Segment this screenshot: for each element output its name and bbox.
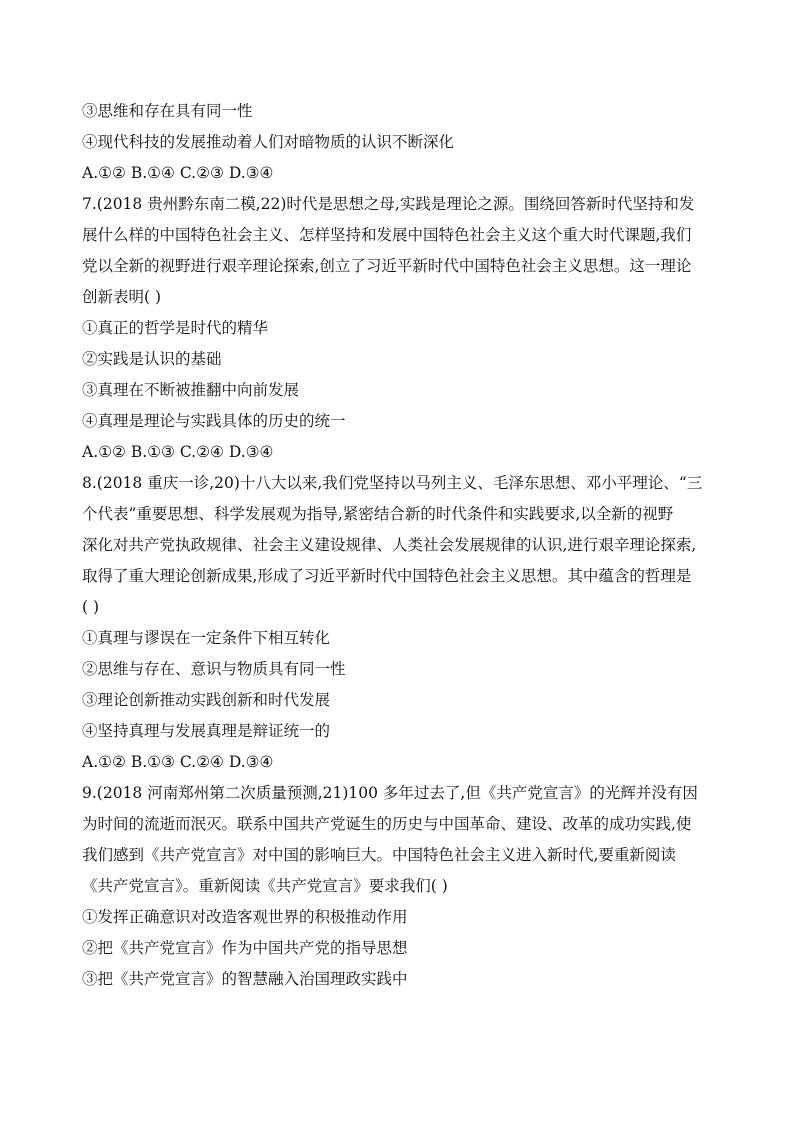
option-item: ①真理与谬误在一定条件下相互转化 bbox=[82, 629, 331, 647]
question-9-text: 9.(2018 河南郑州第二次质量预测,21)100 多年过去了,但《共产党宣言》的光辉并没有因 bbox=[82, 784, 698, 802]
option-item: ①发挥正确意识对改造客观世界的积极推动作用 bbox=[82, 908, 408, 926]
option-item: ②把《共产党宣言》作为中国共产党的指导思想 bbox=[82, 939, 408, 957]
question-8-text: 8.(2018 重庆一诊,20)十八大以来,我们党坚持以马列主义、毛泽东思想、邓小平理论、“三 bbox=[82, 474, 703, 492]
question-9-text: 为时间的流逝而泯灭。联系中国共产党诞生的历史与中国革命、建设、改革的成功实践,使 bbox=[82, 815, 692, 833]
answer-options: A.①② B.①③ C.②④ D.③④ bbox=[82, 753, 274, 771]
question-7-text: 党以全新的视野进行艰辛理论探索,创立了习近平新时代中国特色社会主义思想。这一理论 bbox=[82, 257, 692, 275]
question-8-text: 取得了重大理论创新成果,形成了习近平新时代中国特色社会主义思想。其中蕴含的哲理是 bbox=[82, 567, 692, 585]
option-item: ③真理在不断被推翻中向前发展 bbox=[82, 381, 300, 399]
answer-options: A.①② B.①③ C.②④ D.③④ bbox=[82, 443, 274, 461]
option-item: ①真正的哲学是时代的精华 bbox=[82, 319, 269, 337]
option-item: ②实践是认识的基础 bbox=[82, 350, 222, 368]
question-8-text: 个代表”重要思想、科学发展观为指导,紧密结合新的时代条件和实践要求,以全新的视野 bbox=[82, 505, 674, 523]
question-9-text: 《共产党宣言》。重新阅读《共产党宣言》要求我们( ) bbox=[82, 877, 448, 895]
option-item: ②思维与存在、意识与物质具有同一性 bbox=[82, 660, 346, 678]
text-line: ③思维和存在具有同一性 bbox=[82, 102, 253, 120]
question-8-text: ( ) bbox=[82, 598, 100, 616]
question-7-text: 展什么样的中国特色社会主义、怎样坚持和发展中国特色社会主义这个重大时代课题,我们 bbox=[82, 226, 692, 244]
answer-options: A.①② B.①④ C.②③ D.③④ bbox=[82, 164, 274, 182]
option-item: ③理论创新推动实践创新和时代发展 bbox=[82, 691, 331, 709]
option-item: ③把《共产党宣言》的智慧融入治国理政实践中 bbox=[82, 970, 408, 988]
question-9-text: 我们感到《共产党宣言》对中国的影响巨大。中国特色社会主义进入新时代,要重新阅读 bbox=[82, 846, 676, 864]
question-7-text: 7.(2018 贵州黔东南二模,22)时代是思想之母,实践是理论之源。围绕回答新时代坚持和发 bbox=[82, 195, 695, 213]
question-7-text: 创新表明( ) bbox=[82, 288, 162, 306]
option-item: ④坚持真理与发展真理是辩证统一的 bbox=[82, 722, 331, 740]
question-8-text: 深化对共产党执政规律、社会主义建设规律、人类社会发展规律的认识,进行艰辛理论探索, bbox=[82, 536, 697, 554]
text-line: ④现代科技的发展推动着人们对暗物质的认识不断深化 bbox=[82, 133, 455, 151]
option-item: ④真理是理论与实践具体的历史的统一 bbox=[82, 412, 346, 430]
